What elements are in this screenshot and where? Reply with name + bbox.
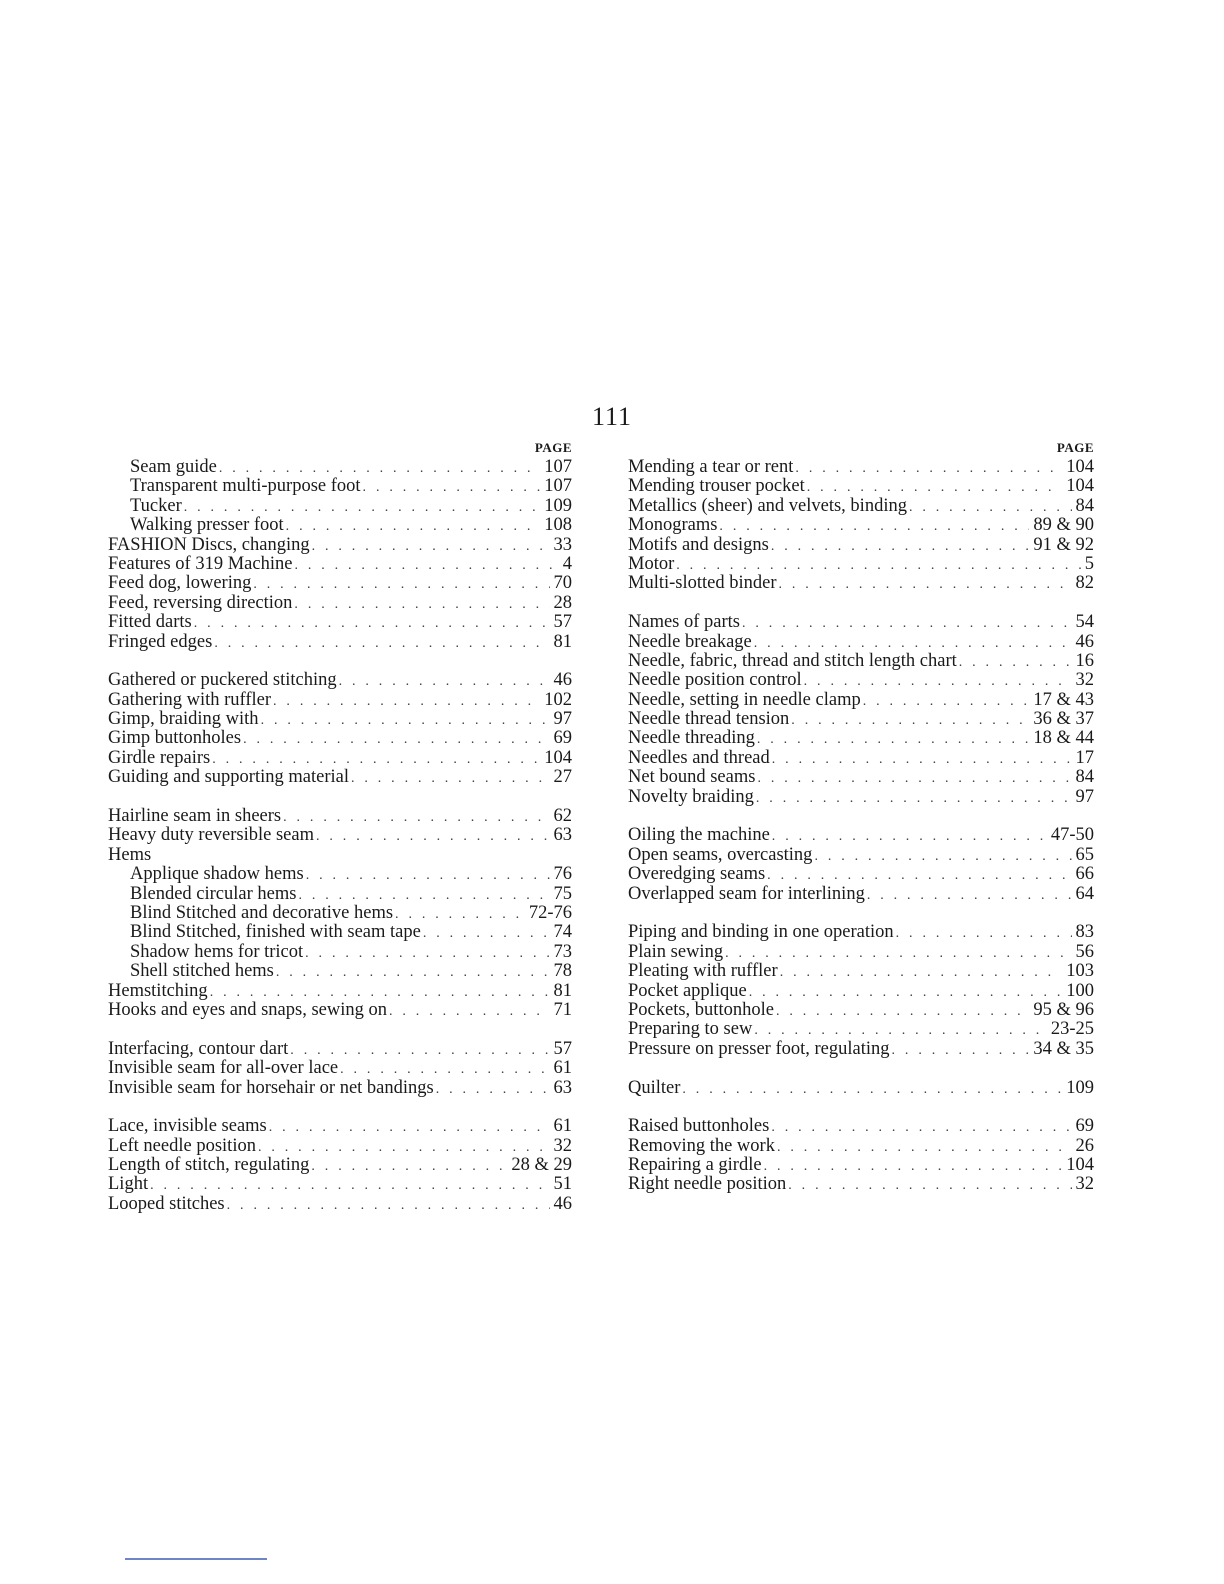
entry-label: Transparent multi-purpose foot: [130, 477, 361, 497]
index-entry: [108, 1001, 572, 1020]
entry-label: Oiling the machine: [628, 826, 770, 846]
index-entry: [108, 574, 572, 593]
index-entry: [108, 536, 572, 555]
index-entry: [108, 807, 572, 826]
entry-page-number: 33: [553, 535, 572, 555]
index-entry: [108, 710, 572, 729]
index-entry: [108, 962, 572, 981]
index-entry: [628, 710, 1094, 729]
entry-page-number: 61: [553, 1059, 572, 1079]
entry-label: Preparing to sew: [628, 1020, 753, 1040]
dot-leader: [771, 1118, 1071, 1136]
entry-page-number: 66: [1075, 865, 1094, 885]
dot-leader: [194, 614, 550, 632]
entry-label: Gathering with ruffler: [108, 690, 272, 710]
entry-page-number: 61: [553, 1117, 572, 1137]
entry-label: Multi-slotted binder: [628, 574, 777, 594]
entry-page-number: 91 & 92: [1033, 535, 1094, 555]
entry-page-number: 71: [553, 1000, 572, 1020]
entry-page-number: 56: [1075, 942, 1094, 962]
index-entry: [628, 846, 1094, 865]
entry-page-number: 82: [1075, 574, 1094, 594]
page-column-heading: PAGE: [534, 440, 572, 455]
dot-leader: [757, 730, 1029, 748]
dot-leader: [772, 827, 1047, 845]
dot-leader: [804, 672, 1072, 690]
entry-page-number: 62: [553, 807, 572, 827]
dot-leader: [764, 1157, 1063, 1175]
entry-label: Raised buttonholes: [628, 1117, 770, 1137]
index-group: [628, 458, 1094, 594]
dot-leader: [423, 924, 550, 942]
entry-label: Gimp, braiding with: [108, 710, 259, 730]
index-entry: [108, 1175, 572, 1194]
entry-label: Walking presser foot: [130, 516, 284, 536]
index-entry: [108, 1195, 572, 1214]
dot-leader: [754, 634, 1072, 652]
index-entry: [108, 865, 572, 884]
dot-leader: [959, 653, 1072, 671]
index-entry: [628, 943, 1094, 962]
dot-leader: [863, 692, 1030, 710]
entry-page-number: 27: [553, 768, 572, 788]
entry-page-number: 63: [553, 826, 572, 846]
entry-label: Overlapped seam for interlining: [628, 884, 865, 904]
entry-label: Features of 319 Machine: [108, 554, 293, 574]
index-entry: [628, 768, 1094, 787]
entry-label: Needle, setting in needle clamp: [628, 690, 861, 710]
index-entry: [628, 865, 1094, 884]
entry-page-number: 83: [1075, 923, 1094, 943]
dot-leader: [771, 537, 1030, 555]
dot-leader: [892, 1041, 1030, 1059]
index-entry: [628, 885, 1094, 904]
entry-page-number: 75: [553, 884, 572, 904]
dot-leader: [788, 1176, 1071, 1194]
entry-page-number: 17 & 43: [1033, 690, 1094, 710]
entry-label: Heavy duty reversible seam: [108, 826, 314, 846]
dot-leader: [742, 614, 1072, 632]
dot-leader: [298, 886, 549, 904]
entry-page-number: 74: [553, 923, 572, 943]
index-entry: [628, 962, 1094, 981]
entry-label: Applique shadow hems: [130, 865, 304, 885]
index-entry: [108, 594, 572, 613]
index-entry: [628, 613, 1094, 632]
entry-label: Pocket applique: [628, 981, 747, 1001]
index-entry: [628, 788, 1094, 807]
index-entry: [628, 982, 1094, 1001]
entry-label: Hooks and eyes and snaps, sewing on: [108, 1000, 387, 1020]
index-entry: [628, 749, 1094, 768]
index-entry: [108, 458, 572, 477]
dot-leader: [395, 905, 525, 923]
entry-page-number: 28 & 29: [511, 1156, 572, 1176]
entry-page-number: 57: [553, 1039, 572, 1059]
entry-page-number: 76: [553, 865, 572, 885]
dot-leader: [150, 1176, 549, 1194]
entry-label: Needle threading: [628, 729, 755, 749]
entry-label: Pleating with ruffler: [628, 962, 778, 982]
entry-page-number: 28: [553, 593, 572, 613]
footer-rule: [125, 1558, 267, 1560]
dot-leader: [294, 595, 549, 613]
index-group: [108, 671, 572, 787]
index-entry: [108, 633, 572, 652]
entry-page-number: 107: [544, 458, 572, 477]
entry-page-number: 34 & 35: [1033, 1039, 1094, 1059]
index-entry: [628, 497, 1094, 516]
index-entry: [108, 555, 572, 574]
entry-page-number: 81: [553, 981, 572, 1001]
dot-leader: [725, 944, 1071, 962]
dot-leader: [290, 1041, 549, 1059]
index-entry: [628, 1040, 1094, 1059]
index-entry: [108, 1117, 572, 1136]
entry-page-number: 32: [553, 1136, 572, 1156]
dot-leader: [276, 963, 550, 981]
dot-leader: [351, 769, 550, 787]
dot-leader: [772, 750, 1072, 768]
entry-label: Hemstitching: [108, 981, 208, 1001]
entry-page-number: 54: [1075, 613, 1094, 633]
dot-leader: [311, 1157, 507, 1175]
entry-label: Needle, fabric, thread and stitch length chart: [628, 651, 957, 671]
entry-page-number: 97: [1075, 787, 1094, 807]
index-entry: [628, 691, 1094, 710]
entry-label: Hairline seam in sheers: [108, 807, 282, 827]
index-entry: [628, 1137, 1094, 1156]
dot-leader: [306, 866, 550, 884]
page-number: 111: [591, 402, 633, 431]
entry-label: Novelty braiding: [628, 787, 754, 807]
dot-leader: [227, 1196, 550, 1214]
dot-leader: [261, 711, 550, 729]
entry-page-number: 64: [1075, 884, 1094, 904]
entry-page-number: 5: [1084, 554, 1094, 574]
dot-leader: [389, 1002, 550, 1020]
dot-leader: [243, 730, 549, 748]
entry-label: Guiding and supporting material: [108, 768, 349, 788]
entry-page-number: 4: [562, 554, 572, 574]
entry-page-number: 32: [1075, 671, 1094, 691]
entry-label: Invisible seam for all-over lace: [108, 1059, 339, 1079]
index-entry: [108, 904, 572, 923]
dot-leader: [363, 478, 541, 496]
entry-page-number: 78: [553, 962, 572, 982]
entry-page-number: 26: [1075, 1136, 1094, 1156]
entry-page-number: 73: [553, 942, 572, 962]
index-entry: [628, 516, 1094, 535]
dot-leader: [777, 1138, 1072, 1156]
entry-page-number: 65: [1075, 845, 1094, 865]
entry-label: Quilter: [628, 1078, 681, 1098]
index-entry: [108, 1040, 572, 1059]
dot-leader: [212, 750, 540, 768]
entry-label: Net bound seams: [628, 768, 756, 788]
entry-page-number: 63: [553, 1078, 572, 1098]
entry-label: Fringed edges: [108, 632, 213, 652]
entry-label: Needles and thread: [628, 748, 770, 768]
entry-page-number: 84: [1075, 768, 1094, 788]
entry-label: FASHION Discs, changing: [108, 535, 310, 555]
index-group: [108, 1040, 572, 1098]
index-entry: [108, 846, 572, 865]
entry-label: Lace, invisible seams: [108, 1117, 267, 1137]
entry-page-number: 57: [553, 613, 572, 633]
entry-page-number: 51: [553, 1175, 572, 1195]
entry-label: Piping and binding in one operation: [628, 923, 894, 943]
entry-label: Fitted darts: [108, 613, 192, 633]
dot-leader: [776, 1002, 1029, 1020]
index-entry: [108, 943, 572, 962]
entry-label: Overedging seams: [628, 865, 766, 885]
entry-page-number: 36 & 37: [1033, 710, 1094, 730]
index-group: [628, 923, 1094, 1059]
entry-label: Left needle position: [108, 1136, 256, 1156]
entry-page-number: 107: [544, 477, 572, 497]
entry-page-number: 95 & 96: [1033, 1000, 1094, 1020]
entry-label: Open seams, overcasting: [628, 845, 813, 865]
index-entry: [628, 555, 1094, 574]
index-entry: [108, 1079, 572, 1098]
index-column-right: [628, 440, 1094, 1214]
dot-leader: [340, 1060, 549, 1078]
dot-leader: [273, 692, 540, 710]
dot-leader: [294, 556, 558, 574]
dot-leader: [779, 575, 1072, 593]
dot-leader: [676, 556, 1081, 574]
entry-label: Feed dog, lowering: [108, 574, 252, 594]
entry-label: Gathered or puckered stitching: [108, 671, 337, 691]
dot-leader: [807, 478, 1063, 496]
entry-label: Metallics (sheer) and velvets, binding: [628, 496, 907, 516]
entry-label: Length of stitch, regulating: [108, 1156, 310, 1176]
index-entry: [108, 1137, 572, 1156]
entry-page-number: 104: [1066, 458, 1094, 477]
entry-label: Seam guide: [130, 458, 217, 477]
index-entry: [108, 1059, 572, 1078]
dot-leader: [867, 886, 1072, 904]
entry-page-number: 69: [1075, 1117, 1094, 1137]
index-entry: [108, 982, 572, 1001]
entry-page-number: 104: [1066, 477, 1094, 497]
entry-page-number: 109: [1066, 1078, 1094, 1098]
entry-page-number: 97: [553, 710, 572, 730]
dot-leader: [210, 983, 550, 1001]
index-entry: [108, 768, 572, 787]
index-group: [628, 826, 1094, 904]
dot-leader: [269, 1118, 550, 1136]
dot-leader: [316, 827, 550, 845]
index-entry: [628, 1175, 1094, 1194]
entry-page-number: 109: [544, 496, 572, 516]
index-group: [108, 807, 572, 1020]
index-entry: [628, 671, 1094, 690]
index-entry: [108, 729, 572, 748]
page-column-heading: PAGE: [1056, 440, 1094, 455]
index-entry: [108, 671, 572, 690]
dot-leader: [767, 866, 1071, 884]
entry-page-number: 46: [1075, 632, 1094, 652]
entry-label: Plain sewing: [628, 942, 724, 962]
entry-label: Shadow hems for tricot: [130, 942, 304, 962]
entry-label: Blind Stitched and decorative hems: [130, 903, 394, 923]
dot-leader: [214, 634, 549, 652]
entry-page-number: 17: [1075, 748, 1094, 768]
index-group: [108, 458, 572, 652]
entry-label: Removing the work: [628, 1136, 775, 1156]
entry-page-number: 102: [544, 690, 572, 710]
entry-label: Monograms: [628, 516, 718, 536]
entry-label: Names of parts: [628, 613, 740, 633]
entry-label: Gimp buttonholes: [108, 729, 242, 749]
entry-page-number: 108: [544, 516, 572, 536]
dot-leader: [312, 537, 550, 555]
entry-page-number: 16: [1075, 651, 1094, 671]
entry-label: Invisible seam for horsehair or net bandings: [108, 1078, 434, 1098]
entry-page-number: 69: [553, 729, 572, 749]
dot-leader: [305, 944, 549, 962]
entry-page-number: 47-50: [1050, 826, 1094, 846]
entry-page-number: 46: [553, 1194, 572, 1214]
entry-label: Motifs and designs: [628, 535, 769, 555]
entry-page-number: 104: [1066, 1156, 1094, 1176]
entry-page-number: 46: [553, 671, 572, 691]
index-entry: [108, 923, 572, 942]
entry-label: Mending trouser pocket: [628, 477, 805, 497]
index-entry: [628, 574, 1094, 593]
dot-leader: [795, 459, 1062, 477]
dot-leader: [436, 1080, 550, 1098]
dot-leader: [219, 459, 540, 477]
index-entry: [628, 923, 1094, 942]
entry-label: Tucker: [130, 496, 182, 516]
entry-page-number: 100: [1066, 981, 1094, 1001]
entry-page-number: 70: [553, 574, 572, 594]
dot-leader: [719, 517, 1029, 535]
index-entry: [628, 729, 1094, 748]
entry-page-number: 89 & 90: [1033, 516, 1094, 536]
entry-label: Pressure on presser foot, regulating: [628, 1039, 890, 1059]
entry-label: Hems: [108, 845, 152, 865]
entry-label: Motor: [628, 554, 675, 574]
index-entry: [108, 749, 572, 768]
index-entry: [108, 691, 572, 710]
entry-label: Light: [108, 1175, 149, 1195]
dot-leader: [780, 963, 1063, 981]
dot-leader: [757, 769, 1071, 787]
entry-label: Shell stitched hems: [130, 962, 274, 982]
index-entry: [108, 1156, 572, 1175]
index-entry: [628, 1117, 1094, 1136]
dot-leader: [253, 575, 549, 593]
dot-leader: [749, 983, 1063, 1001]
entry-label: Mending a tear or rent: [628, 458, 794, 477]
dot-leader: [258, 1138, 550, 1156]
entry-page-number: 23-25: [1050, 1020, 1094, 1040]
dot-leader: [756, 789, 1072, 807]
index-entry: [628, 458, 1094, 477]
index-entry: [628, 536, 1094, 555]
index-entry: [108, 885, 572, 904]
entry-label: Repairing a girdle: [628, 1156, 762, 1176]
entry-page-number: 32: [1075, 1175, 1094, 1195]
dot-leader: [814, 847, 1071, 865]
index-entry: [628, 1079, 1094, 1098]
index-entry: [628, 477, 1094, 496]
dot-leader: [184, 498, 541, 516]
dot-leader: [283, 808, 549, 826]
index-entry: [628, 652, 1094, 671]
entry-label: Needle thread tension: [628, 710, 790, 730]
entry-label: Right needle position: [628, 1175, 787, 1195]
entry-label: Girdle repairs: [108, 748, 211, 768]
entry-page-number: 81: [553, 632, 572, 652]
index-group: [628, 1117, 1094, 1195]
entry-page-number: 84: [1075, 496, 1094, 516]
entry-label: Looped stitches: [108, 1194, 225, 1214]
index-entry: [108, 516, 572, 535]
index-group: [628, 1079, 1094, 1098]
dot-leader: [896, 924, 1072, 942]
index-entry: [108, 477, 572, 496]
index-group: [628, 613, 1094, 807]
dot-leader: [339, 672, 550, 690]
index-entry: [628, 1001, 1094, 1020]
index-entry: [628, 1156, 1094, 1175]
dot-leader: [286, 517, 541, 535]
entry-label: Feed, reversing direction: [108, 593, 293, 613]
entry-page-number: 18 & 44: [1033, 729, 1094, 749]
dot-leader: [791, 711, 1029, 729]
entry-label: Needle breakage: [628, 632, 752, 652]
index-entry: [628, 1020, 1094, 1039]
index-group: [108, 1117, 572, 1214]
entry-label: Blind Stitched, finished with seam tape: [130, 923, 421, 943]
entry-page-number: 104: [544, 748, 572, 768]
index-entry: [108, 613, 572, 632]
index-entry: [628, 826, 1094, 845]
dot-leader: [682, 1080, 1062, 1098]
entry-label: Interfacing, contour dart: [108, 1039, 289, 1059]
entry-label: Pockets, buttonhole: [628, 1000, 774, 1020]
entry-page-number: 72-76: [528, 903, 572, 923]
index-column-left: [108, 440, 572, 1234]
dot-leader: [754, 1021, 1046, 1039]
index-entry: [628, 633, 1094, 652]
index-entry: [108, 497, 572, 516]
entry-label: Needle position control: [628, 671, 802, 691]
index-entry: [108, 826, 572, 845]
entry-label: Blended circular hems: [130, 884, 297, 904]
dot-leader: [909, 498, 1072, 516]
entry-page-number: 103: [1066, 962, 1094, 982]
